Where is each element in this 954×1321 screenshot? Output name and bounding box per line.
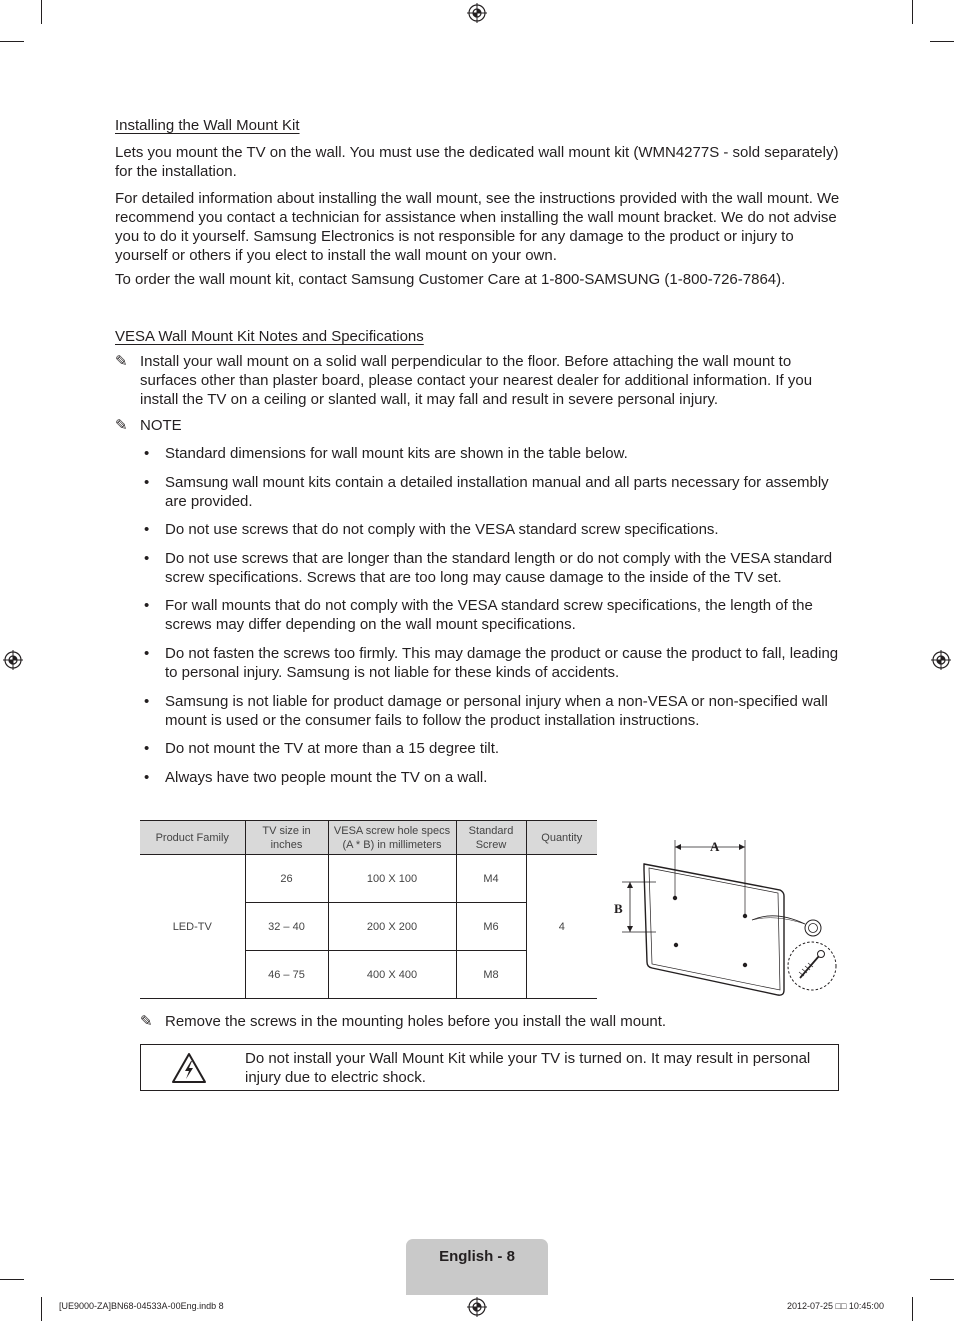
paragraph-details: For detailed information about installing the wall mount, see the instructions provided with the wall mount. We recommend you contact a technician for assistance when installing the wall mount bracket. We do not advise you to do it yourself. Samsung Electronics is not responsible for any damage to the product or injury to yourself or others if you elect to install the wall mount on your own. bbox=[115, 190, 840, 264]
note-header-text: NOTE bbox=[140, 417, 182, 434]
list-item: • For wall mounts that do not comply with the VESA standard screw specifications, the length of the screws may differ depending on the wall mount specifications. bbox=[140, 596, 840, 634]
table-cell: 26 bbox=[245, 855, 328, 903]
table-header-cell: VESA screw hole specs (A * B) in millimeters bbox=[328, 821, 456, 855]
registration-mark-icon bbox=[467, 3, 487, 23]
table-cell: 100 X 100 bbox=[328, 855, 456, 903]
registration-mark-icon bbox=[931, 650, 951, 670]
note-remove-screws bbox=[140, 1012, 840, 1031]
table-cell: 200 X 200 bbox=[328, 903, 456, 951]
file-name-slug: [UE9000-ZA]BN68-04533A-00Eng.indb 8 bbox=[59, 1301, 224, 1311]
table-cell: 46 – 75 bbox=[245, 951, 328, 999]
list-item: • Samsung is not liable for product damage or personal injury when a non-VESA or non-specified wall mount is used or the consumer fails to follow the product installation instructions. bbox=[140, 692, 840, 730]
list-item: • Do not mount the TV at more than a 15 degree tilt. bbox=[140, 739, 840, 758]
table-header-cell: Quantity bbox=[526, 821, 597, 855]
print-timestamp: 2012-07-25 □□ 10:45:00 bbox=[787, 1301, 884, 1311]
pencil-icon: ✎ bbox=[115, 417, 128, 434]
table-header-cell: Standard Screw bbox=[456, 821, 526, 855]
list-item: • Standard dimensions for wall mount kits are shown in the table below. bbox=[140, 444, 840, 463]
warning-text: Do not install your Wall Mount Kit while your TV is turned on. It may result in personal injury due to electric shock. bbox=[245, 1050, 811, 1086]
table-header-cell: TV size in inches bbox=[245, 821, 328, 855]
note-install bbox=[115, 352, 843, 409]
paragraph-order: To order the wall mount kit, contact Samsung Customer Care at 1-800-SAMSUNG (1-800-726-7864). bbox=[115, 271, 786, 288]
warning-box bbox=[140, 1044, 839, 1091]
note-header bbox=[115, 416, 843, 435]
crop-mark bbox=[0, 1279, 24, 1280]
dimension-label-a: A bbox=[710, 839, 720, 854]
product-family-cell: LED-TV bbox=[140, 855, 245, 999]
dimension-label-b: B bbox=[614, 901, 623, 916]
note-bullet-list bbox=[140, 444, 840, 796]
paragraph-intro: Lets you mount the TV on the wall. You must use the dedicated wall mount kit (WMN4277S - sold separately) for the installation. bbox=[115, 144, 839, 180]
crop-mark bbox=[912, 1297, 913, 1321]
table-header-cell: Product Family bbox=[140, 821, 245, 855]
crop-mark bbox=[0, 41, 24, 42]
crop-mark bbox=[930, 41, 954, 42]
page-number: English - 8 bbox=[439, 1248, 515, 1265]
tv-back-mounting-diagram bbox=[600, 832, 845, 1002]
list-item: • Samsung wall mount kits contain a detailed installation manual and all parts necessary for assembly are provided. bbox=[140, 473, 840, 511]
vesa-spec-table bbox=[140, 820, 597, 999]
crop-mark bbox=[912, 0, 913, 24]
electric-shock-warning-icon bbox=[171, 1052, 207, 1084]
page-number-tab bbox=[406, 1239, 548, 1295]
quantity-cell: 4 bbox=[526, 855, 597, 999]
pencil-icon: ✎ bbox=[115, 353, 128, 370]
table-row bbox=[140, 855, 597, 903]
list-item: • Do not use screws that do not comply with the VESA standard screw specifications. bbox=[140, 520, 840, 539]
list-item: • Do not use screws that are longer than the standard length or do not comply with the VESA standard screw specifications. Screws that are too long may cause damage to the inside of the TV set. bbox=[140, 549, 840, 587]
table-header-row bbox=[140, 821, 597, 855]
table-cell: 32 – 40 bbox=[245, 903, 328, 951]
crop-mark bbox=[41, 0, 42, 24]
crop-mark bbox=[41, 1297, 42, 1321]
note-remove-screws-text: Remove the screws in the mounting holes before you install the wall mount. bbox=[165, 1013, 667, 1030]
list-item: • Do not fasten the screws too firmly. This may damage the product or cause the product to fall, leading to personal injury. Samsung is not liable for these kinds of accidents. bbox=[140, 644, 840, 682]
registration-mark-icon bbox=[467, 1297, 487, 1317]
note-install-text: Install your wall mount on a solid wall perpendicular to the floor. Before attaching the wall mount to surfaces other than plaster board, please contact your nearest dealer for additional information. If you install the TV on a ceiling or slanted wall, it may fall and result in severe personal injury. bbox=[140, 353, 813, 408]
table-cell: M8 bbox=[456, 951, 526, 999]
crop-mark bbox=[930, 1279, 954, 1280]
section-heading-wall-mount: Installing the Wall Mount Kit bbox=[115, 117, 300, 134]
table-cell: M4 bbox=[456, 855, 526, 903]
registration-mark-icon bbox=[3, 650, 23, 670]
pencil-icon: ✎ bbox=[140, 1013, 153, 1030]
section-heading-vesa: VESA Wall Mount Kit Notes and Specifications bbox=[115, 328, 424, 345]
list-item: • Always have two people mount the TV on a wall. bbox=[140, 768, 840, 787]
table-cell: M6 bbox=[456, 903, 526, 951]
table-cell: 400 X 400 bbox=[328, 951, 456, 999]
